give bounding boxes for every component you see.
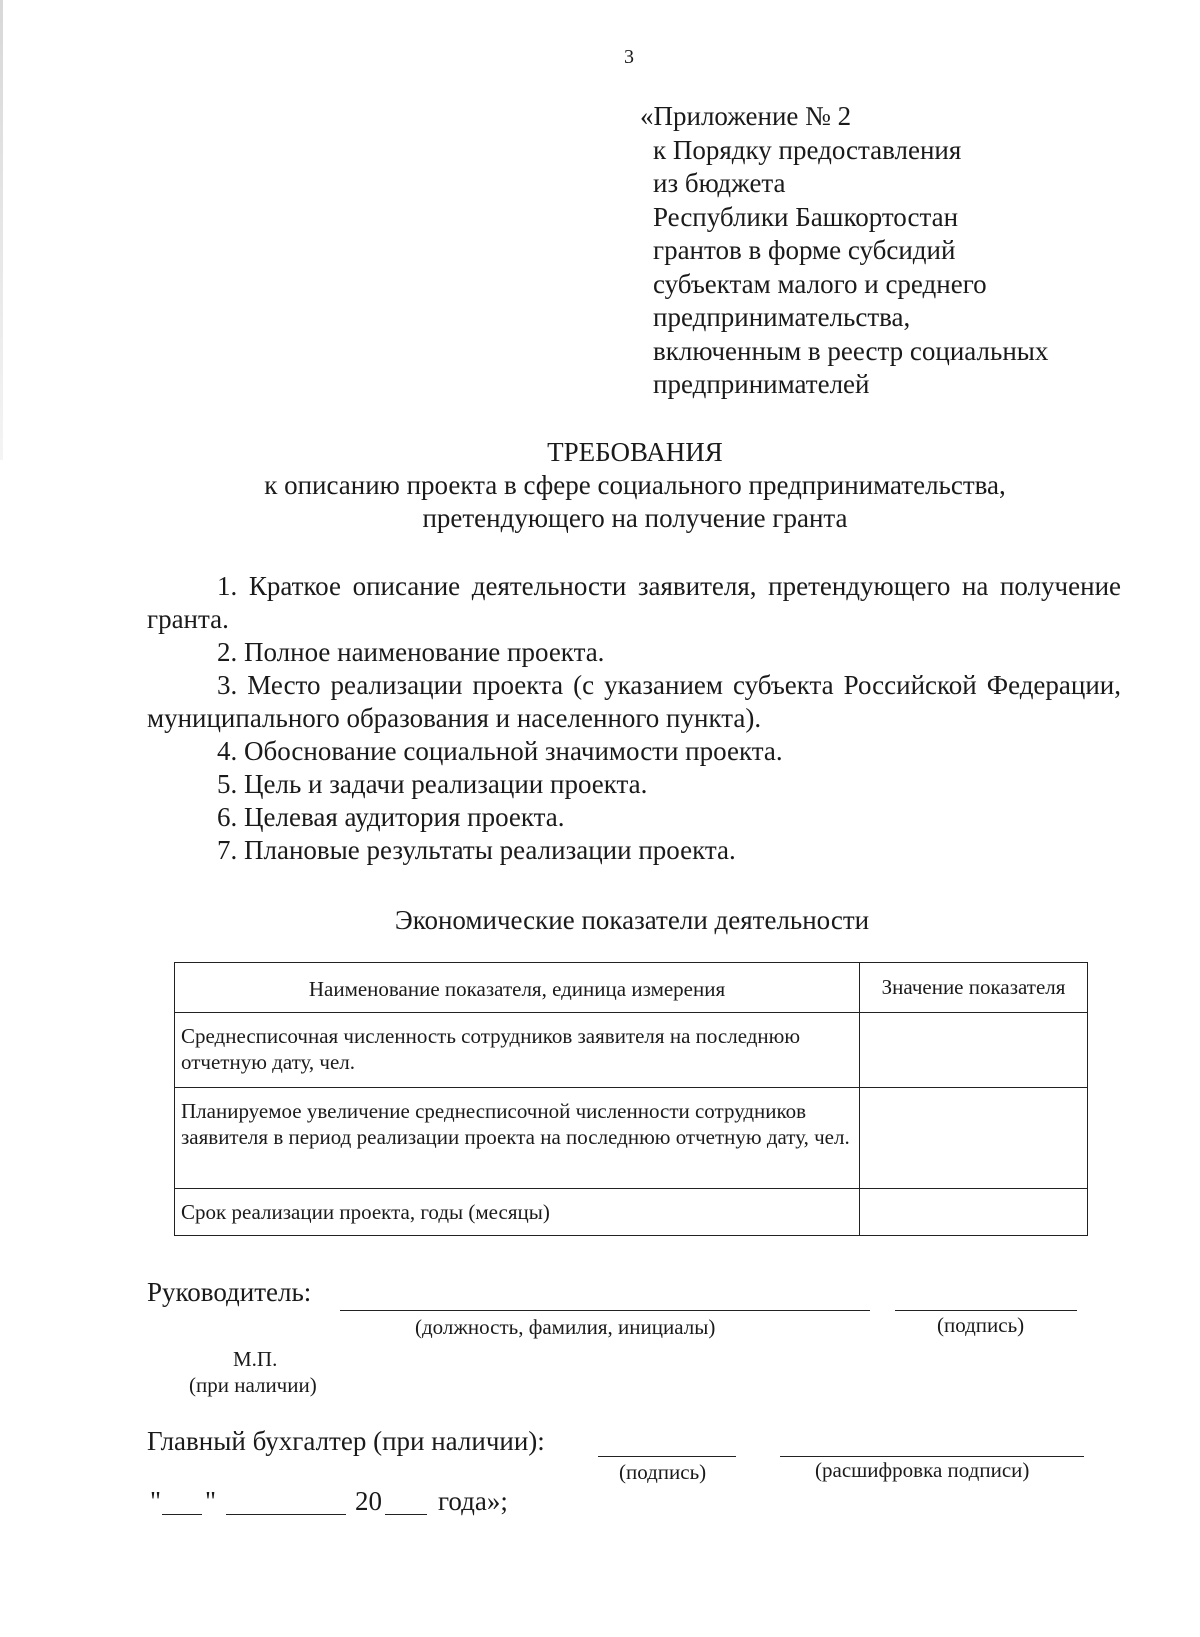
appendix-line: предпринимателей bbox=[653, 369, 870, 399]
date-day-line bbox=[162, 1514, 202, 1515]
appendix-line: из бюджета bbox=[653, 168, 786, 198]
requirement-item: 6. Целевая аудитория проекта. bbox=[217, 802, 565, 832]
title-subheading-line: претендующего на получение гранта bbox=[422, 503, 848, 533]
appendix-line: грантов в форме субсидий bbox=[653, 235, 956, 265]
requirement-item: 4. Обоснование социальной значимости проекта. bbox=[217, 736, 783, 766]
requirement-item: 2. Полное наименование проекта. bbox=[217, 637, 605, 667]
appendix-line: субъектам малого и среднего bbox=[653, 268, 987, 299]
title-heading: ТРЕБОВАНИЯ bbox=[547, 437, 723, 467]
seal-note: (при наличии) bbox=[189, 1373, 317, 1397]
date-quote-open: " bbox=[150, 1486, 162, 1516]
requirement-item: 5. Цель и задачи реализации проекта. bbox=[217, 769, 648, 799]
head-label: Руководитель: bbox=[147, 1277, 312, 1307]
column-header-value: Значение показателя bbox=[860, 963, 1088, 1013]
table-header-row bbox=[175, 963, 1088, 1013]
economic-indicators-table bbox=[174, 962, 1088, 1236]
scan-edge-shadow bbox=[0, 0, 3, 460]
indicator-name-cell: Срок реализации проекта, годы (месяцы) bbox=[175, 1189, 860, 1236]
appendix-line: Республики Башкортостан bbox=[653, 201, 959, 232]
head-signature-line bbox=[895, 1310, 1077, 1311]
head-signature-caption: (подпись) bbox=[937, 1313, 1025, 1337]
requirement-item: 1. Краткое описание деятельности заявителя, претендующего на получение гранта. bbox=[147, 571, 1121, 634]
accountant-label: Главный бухгалтер (при наличии): bbox=[147, 1426, 545, 1456]
head-position-caption: (должность, фамилия, инициалы) bbox=[415, 1315, 716, 1339]
requirements-list bbox=[147, 570, 1121, 867]
indicator-value-cell bbox=[860, 1189, 1088, 1236]
appendix-line: предпринимательства, bbox=[653, 302, 911, 332]
appendix-line: включенным в реестр социальных bbox=[653, 335, 1049, 366]
indicator-value-cell bbox=[860, 1088, 1088, 1189]
table-row bbox=[175, 1088, 1088, 1189]
table-row bbox=[175, 1013, 1088, 1088]
indicator-name-cell: Планируемое увеличение среднесписочной численности сотрудников заявителя в период реализации проекта на последнюю отчетную дату, чел. bbox=[175, 1088, 860, 1189]
table-row bbox=[175, 1189, 1088, 1236]
appendix-reference bbox=[640, 100, 1048, 402]
column-header-indicator: Наименование показателя, единица измерения bbox=[175, 963, 860, 1013]
seal-label: М.П. bbox=[233, 1347, 278, 1371]
accountant-decoding-caption: (расшифровка подписи) bbox=[815, 1458, 1030, 1482]
appendix-line: «Приложение № 2 bbox=[640, 101, 852, 131]
title-subheading-line: к описанию проекта в сфере социального предпринимательства, bbox=[264, 470, 1006, 500]
head-position-line bbox=[340, 1310, 870, 1311]
requirement-item: 3. Место реализации проекта (с указанием субъекта Российской Федерации, муниципального образования и населенного пункта). bbox=[147, 670, 1121, 733]
date-quote-close: " bbox=[205, 1486, 217, 1516]
economics-section-title: Экономические показатели деятельности bbox=[394, 905, 870, 935]
page-number: 3 bbox=[624, 46, 634, 68]
accountant-signature-caption: (подпись) bbox=[619, 1460, 707, 1484]
date-suffix: года»; bbox=[438, 1486, 508, 1516]
appendix-line: к Порядку предоставления bbox=[653, 134, 962, 165]
indicator-value-cell bbox=[860, 1013, 1088, 1088]
accountant-signature-line bbox=[598, 1456, 736, 1457]
indicator-name-cell: Среднесписочная численность сотрудников заявителя на последнюю отчетную дату, чел. bbox=[175, 1013, 860, 1088]
requirement-item: 7. Плановые результаты реализации проекта. bbox=[217, 835, 736, 865]
document-title bbox=[0, 436, 1200, 535]
date-year-line bbox=[385, 1514, 427, 1515]
accountant-decoding-line bbox=[780, 1456, 1084, 1457]
date-year-prefix: 20 bbox=[355, 1486, 382, 1516]
date-month-line bbox=[226, 1514, 346, 1515]
